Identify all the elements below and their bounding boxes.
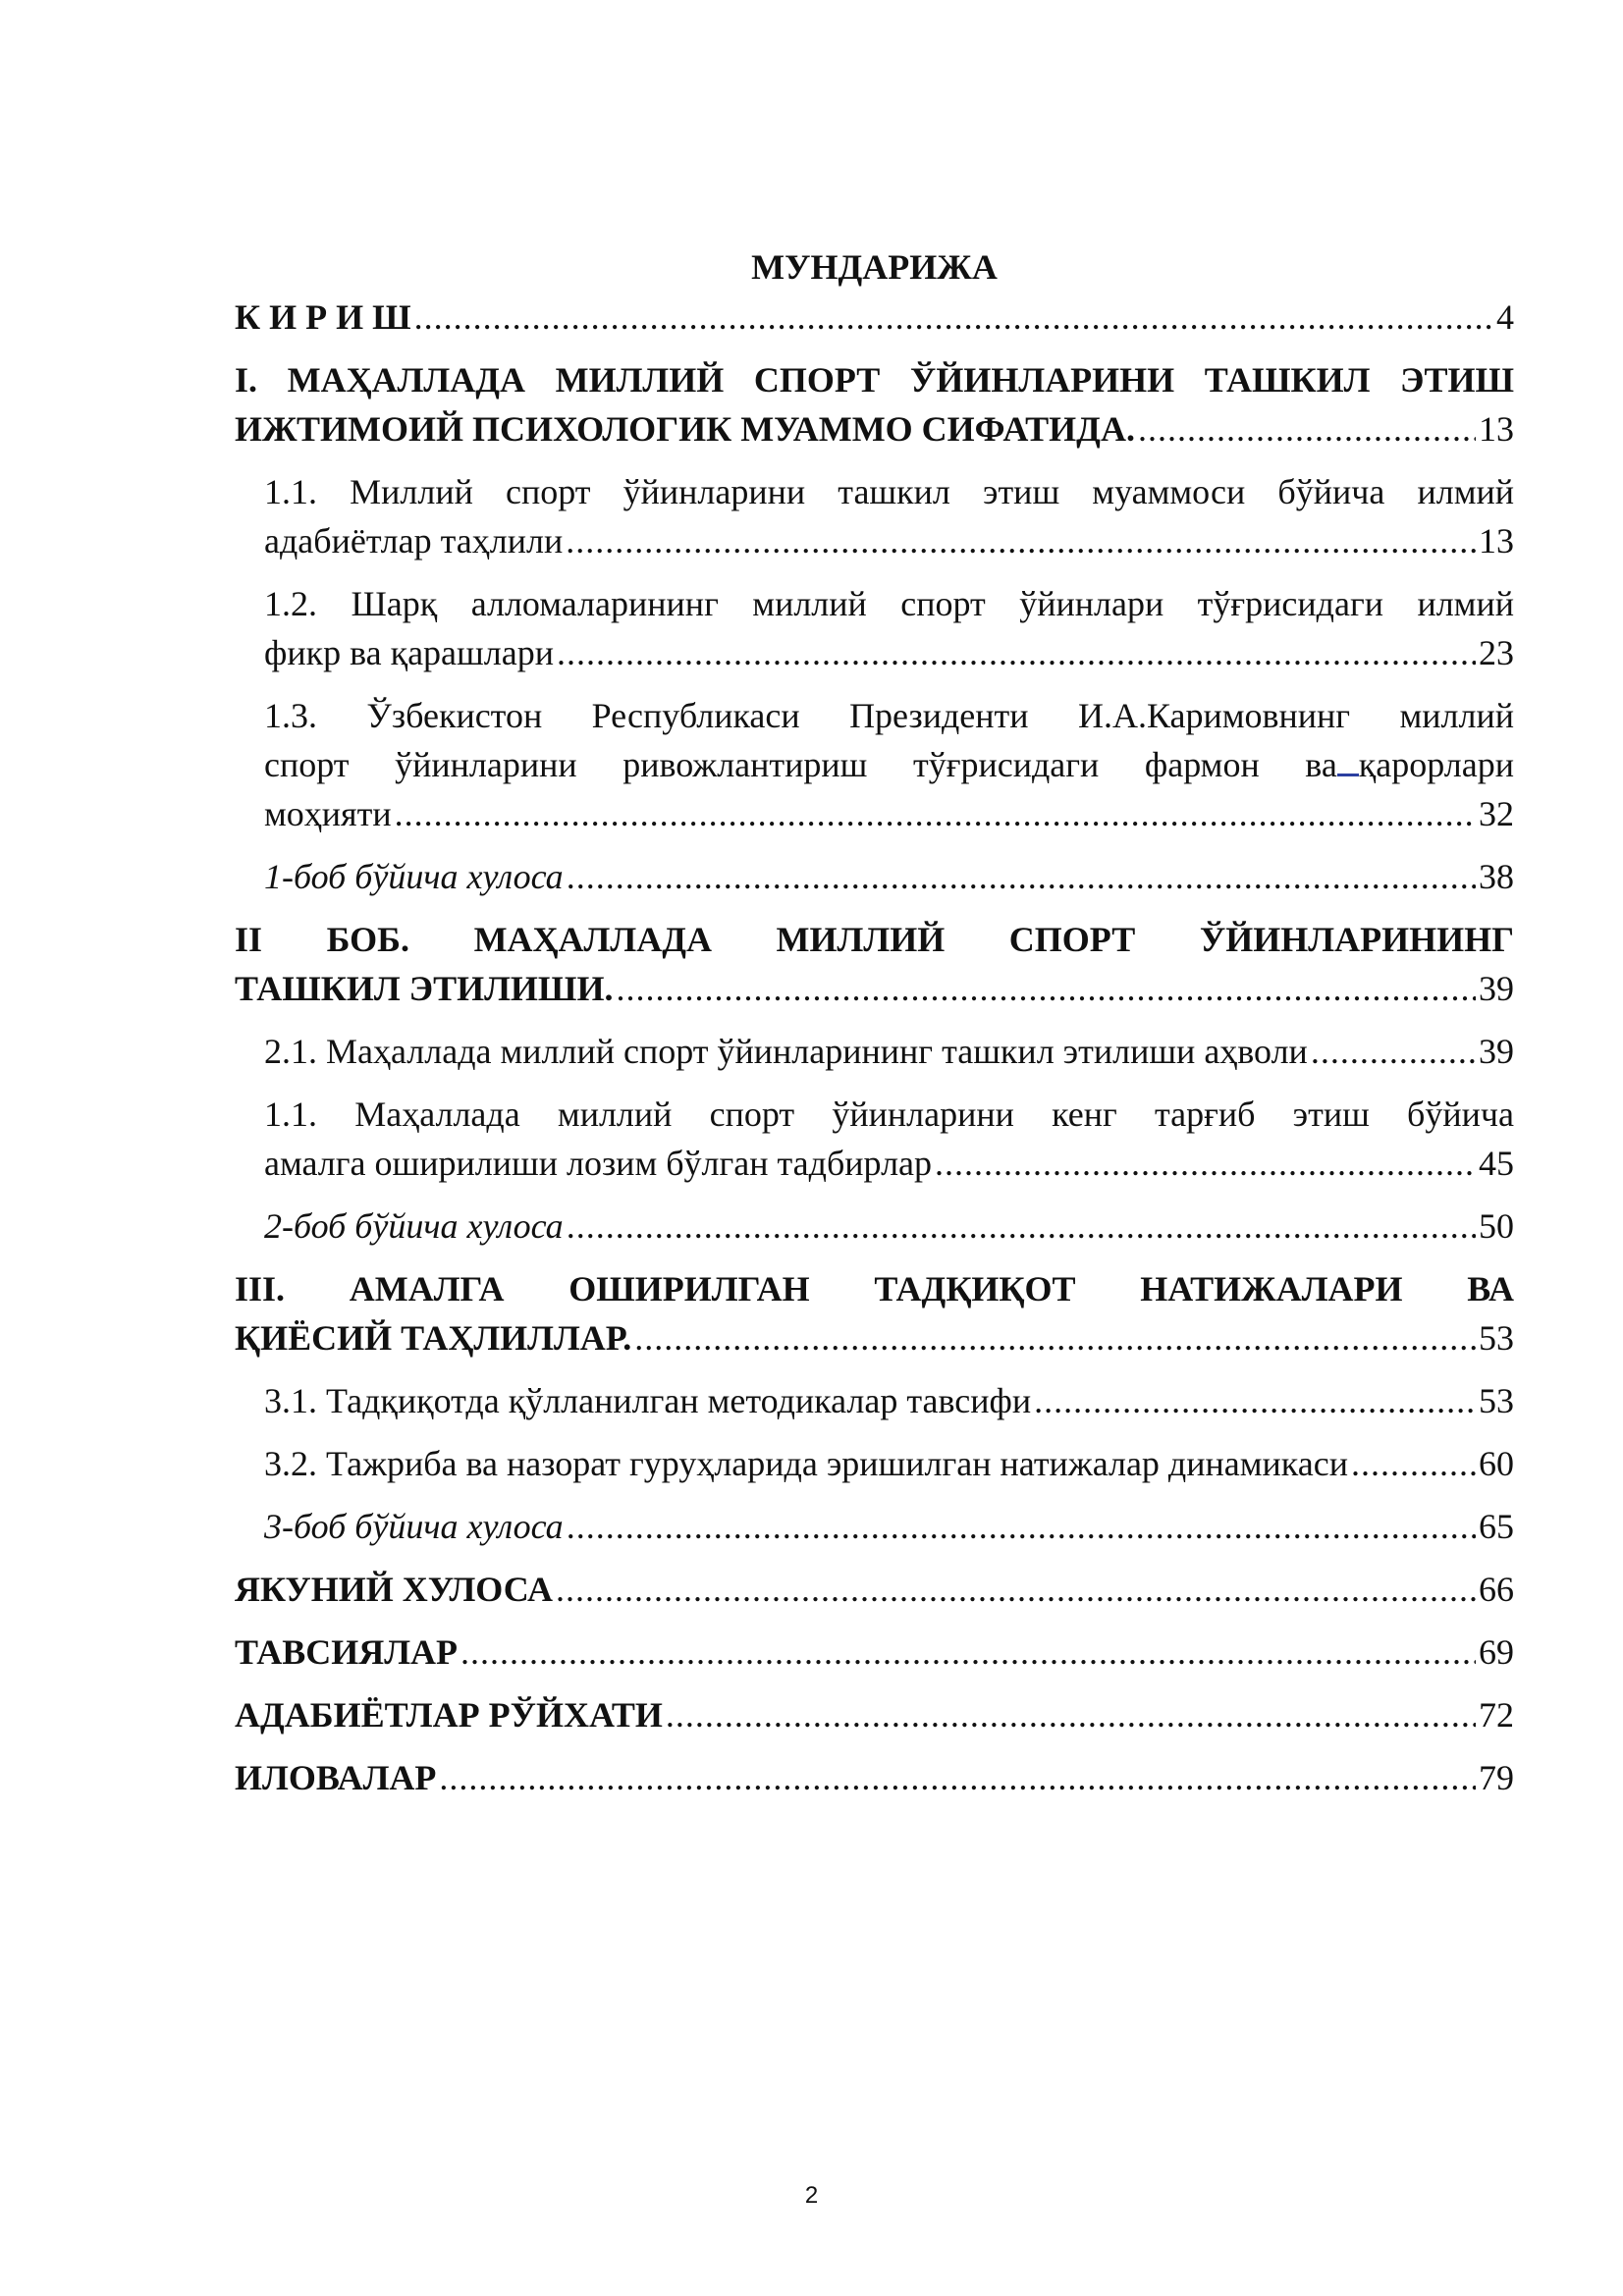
toc-entry-section-3-2[interactable] [235,1439,1514,1488]
toc-page-number: 69 [1479,1632,1514,1672]
toc-entry-label-line [264,740,1514,789]
toc-entry-label: ТАШКИЛ ЭТИЛИШИ. [235,969,614,1008]
toc-entry-label: адабиётлар таҳлили [264,521,564,561]
toc-entry-label: 1-боб бўйича хулоса [264,857,564,896]
toc-dot-leader [567,1502,1476,1551]
toc-dot-leader [439,1753,1476,1802]
toc-page-number: 13 [1479,409,1514,449]
toc-entry-label: моҳияти [264,794,392,833]
toc-entry-label: 2.1. Маҳаллада миллий спорт ўйинларининг ташкил этилиши аҳволи [264,1032,1308,1071]
toc-entry-section-1-2[interactable] [235,579,1514,677]
toc-page-number: 13 [1479,521,1514,561]
toc-dot-leader [556,1565,1476,1614]
toc-entry-label: АДАБИЁТЛАР РЎЙХАТИ [235,1695,663,1735]
toc-dot-leader [414,293,1493,342]
toc-page-number: 53 [1479,1318,1514,1358]
toc-entry-recommendations[interactable] [235,1628,1514,1677]
toc-page-number: 72 [1479,1695,1514,1735]
toc-entry-label: 3-боб бўйича хулоса [264,1507,564,1546]
toc-entry-label: 2-боб бўйича хулоса [264,1206,564,1246]
toc-entry-label: фикр ва қарашлари [264,633,554,672]
toc-dot-leader [616,964,1476,1013]
toc-page-number: 32 [1479,794,1514,833]
toc-dot-leader [395,789,1476,838]
toc-entry-label: 3.2. Тажриба ва назорат гуруҳларида эришилган натижалар динамикаси [264,1444,1348,1483]
toc-dot-leader [1311,1027,1476,1076]
toc-page-number: 39 [1479,969,1514,1008]
toc-dot-leader [567,1201,1476,1251]
toc-dot-leader [1351,1439,1476,1488]
table-of-contents [235,241,1514,1802]
toc-entry-section-2-1[interactable] [235,1027,1514,1076]
toc-entry-label: ИЛОВАЛАР [235,1758,437,1797]
toc-dot-leader [935,1139,1476,1188]
toc-entry-label: К И Р И Ш [235,297,411,337]
toc-entry-label: амалга оширилиши лозим бўлган тадбирлар [264,1144,933,1183]
toc-page-number: 53 [1479,1381,1514,1420]
toc-entry-label: 1.1. Миллий спорт ўйинларини ташкил этиш муаммоси бўйича илмий [264,472,1514,511]
toc-title: МУНДАРИЖА [751,247,998,287]
toc-entry-chapter-2[interactable] [235,915,1514,1013]
toc-dot-leader [1034,1376,1476,1425]
toc-entry-label: 1.3. Ўзбекистон Республикаси Президенти И.А.Каримовнинг миллий [264,696,1514,735]
toc-page-number: 60 [1479,1444,1514,1483]
toc-dot-leader [666,1690,1476,1739]
toc-entry-section-1-3[interactable] [235,691,1514,838]
toc-entry-section-3-1[interactable] [235,1376,1514,1425]
toc-page-number: 4 [1496,297,1514,337]
toc-entry-chapter-3[interactable] [235,1264,1514,1362]
toc-entry-label-part: қарорлари [1358,745,1514,784]
toc-entry-introduction[interactable] [235,293,1514,342]
toc-entry-label: 3.1. Тадқиқотда қўлланилган методикалар тавсифи [264,1381,1032,1420]
toc-entry-label: ИЖТИМОИЙ ПСИХОЛОГИК МУАММО СИФАТИДА. [235,409,1135,449]
toc-page-number: 45 [1479,1144,1514,1183]
toc-entry-chapter-1-conclusion[interactable] [235,852,1514,901]
toc-entry-label: I. МАҲАЛЛАДА МИЛЛИЙ СПОРТ ЎЙИНЛАРИНИ ТАШКИЛ ЭТИШ [235,360,1514,400]
toc-entry-label: II БОБ. МАҲАЛЛАДА МИЛЛИЙ СПОРТ ЎЙИНЛАРИНИНГ [235,920,1514,959]
toc-page-number: 39 [1479,1032,1514,1071]
toc-entry-section-2-2[interactable] [235,1090,1514,1188]
toc-page-number: 38 [1479,857,1514,896]
page-number: 2 [804,2182,819,2209]
toc-page-number: 79 [1479,1758,1514,1797]
toc-entry-label: 1.1. Маҳаллада миллий спорт ўйинларини кенг тарғиб этиш бўйича [264,1095,1514,1134]
toc-dot-leader [566,516,1476,565]
toc-entry-appendices[interactable] [235,1753,1514,1802]
toc-entry-section-1-1[interactable] [235,467,1514,565]
toc-page-number: 65 [1479,1507,1514,1546]
toc-entry-bibliography[interactable] [235,1690,1514,1739]
blue-underline-mark [1337,744,1359,776]
toc-entry-label: 1.2. Шарқ алломаларининг миллий спорт ўйинлари тўғрисидаги илмий [264,584,1514,623]
toc-dot-leader [634,1313,1476,1362]
toc-entry-label-part: спорт ўйинларини ривожлантириш тўғрисидаги фармон ва [264,745,1337,784]
toc-page-number: 50 [1479,1206,1514,1246]
toc-entry-chapter-1[interactable] [235,355,1514,454]
toc-dot-leader [460,1628,1476,1677]
toc-entry-chapter-3-conclusion[interactable] [235,1502,1514,1551]
toc-dot-leader [557,628,1476,677]
toc-page-number: 23 [1479,633,1514,672]
toc-entry-chapter-2-conclusion[interactable] [235,1201,1514,1251]
toc-entry-label: ЯКУНИЙ ХУЛОСА [235,1570,553,1609]
toc-page-number: 66 [1479,1570,1514,1609]
toc-dot-leader [567,852,1476,901]
toc-dot-leader [1138,404,1476,454]
toc-entry-label: III. АМАЛГА ОШИРИЛГАН ТАДҚИҚОТ НАТИЖАЛАРИ ВА [235,1269,1514,1308]
toc-entry-label: ТАВСИЯЛАР [235,1632,459,1672]
toc-entry-label: ҚИЁСИЙ ТАҲЛИЛЛАР. [235,1318,632,1358]
toc-entry-final-conclusion[interactable] [235,1565,1514,1614]
